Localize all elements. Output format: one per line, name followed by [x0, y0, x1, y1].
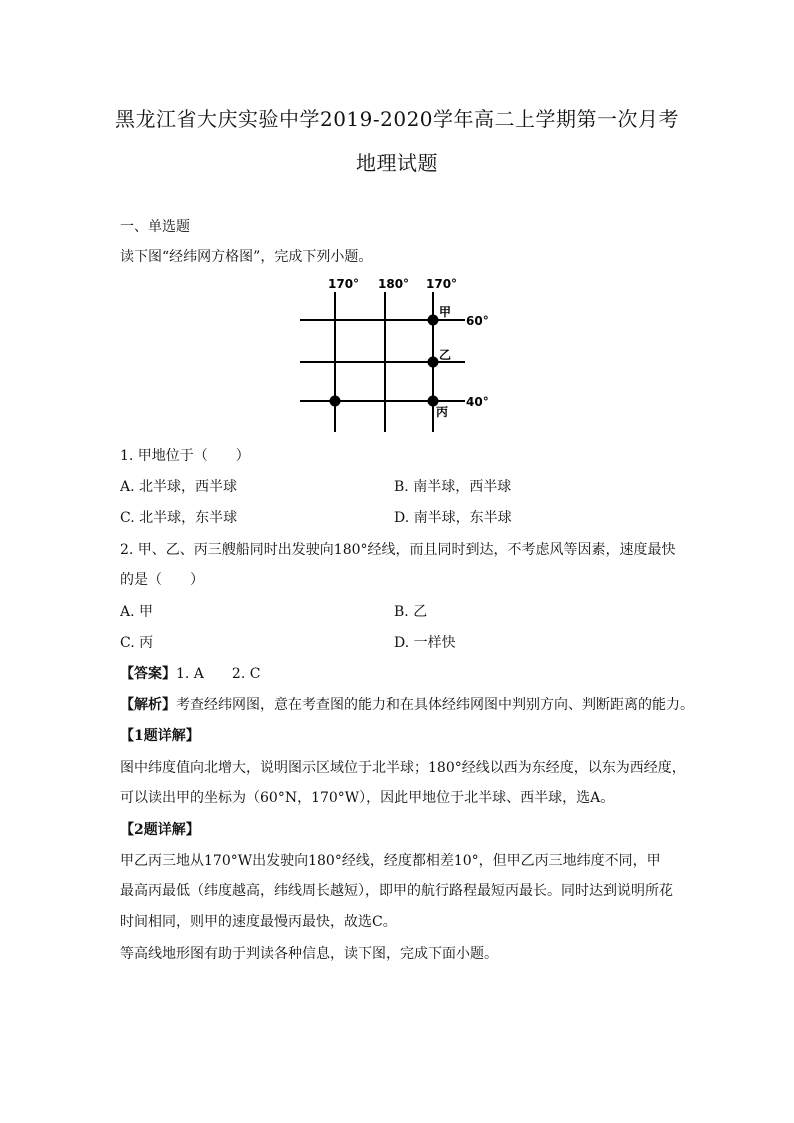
point-label: 甲 — [439, 305, 452, 319]
detail1-heading: 【1题详解】 — [120, 728, 200, 744]
paper-title: 黑龙江省大庆实验中学2019-2020学年高二上学期第一次月考 — [114, 107, 680, 131]
detail1-line: 可以读出甲的坐标为（60°N，170°W），因此甲地位于北半球、西半球，选A。 — [120, 790, 615, 806]
lon-label: 170° — [328, 277, 360, 291]
detail1-line: 图中纬度值向北增大，说明图示区域位于北半球；180°经线以西为东经度，以东为西经度， — [120, 760, 686, 776]
paper-subtitle: 地理试题 — [356, 151, 438, 175]
grid-point — [330, 396, 341, 407]
answer-line — [120, 664, 260, 684]
answer-text: 1. A 2. C — [176, 666, 261, 682]
q1-option-d: D. 南半球，东半球 — [394, 510, 512, 526]
lat-lon-grid-figure — [290, 270, 490, 435]
q1-option-b: B. 南半球，西半球 — [394, 479, 512, 495]
analysis-line — [120, 695, 694, 715]
next-question-intro: 等高线地形图有助于判读各种信息，读下图，完成下面小题。 — [120, 946, 498, 962]
lat-label: 60° — [466, 314, 489, 328]
q1-option-a: A. 北半球，西半球 — [120, 479, 238, 495]
point-label: 丙 — [436, 405, 449, 419]
point-yi — [428, 357, 439, 368]
q1-stem: 1. 甲地位于（ ） — [120, 448, 250, 464]
q2-option-b: B. 乙 — [394, 604, 428, 620]
lon-label: 170° — [426, 277, 458, 291]
detail2-line: 最高丙最低（纬度越高，纬线周长越短），即甲的航行路程最短丙最长。同时达到说明所花 — [120, 883, 673, 899]
q2-option-d: D. 一样快 — [394, 635, 456, 651]
point-label: 乙 — [439, 348, 452, 362]
analysis-tag: 【解析】 — [120, 697, 176, 713]
q2-option-c: C. 丙 — [120, 635, 154, 651]
detail2-heading: 【2题详解】 — [120, 822, 200, 838]
detail2-line: 甲乙丙三地从170°W出发驶向180°经线，经度都相差10°，但甲乙丙三地纬度不同，甲 — [120, 853, 661, 869]
answer-tag: 【答案】 — [120, 666, 176, 682]
lat-label: 40° — [466, 395, 489, 409]
q2-stem-line2: 的是（ ） — [120, 572, 204, 588]
q2-option-a: A. 甲 — [120, 604, 154, 620]
question-intro: 读下图“经纬网方格图”，完成下列小题。 — [120, 249, 373, 265]
q2-stem-line1: 2. 甲、乙、丙三艘船同时出发驶向180°经线，而且同时到达，不考虑风等因素，速度最快 — [120, 542, 676, 558]
analysis-text: 考查经纬网图，意在考查图的能力和在具体经纬网图中判别方向、判断距离的能力。 — [176, 697, 694, 713]
q1-option-c: C. 北半球，东半球 — [120, 510, 238, 526]
section-heading: 一、单选题 — [120, 219, 190, 235]
point-jia — [428, 315, 439, 326]
detail2-line: 时间相同，则甲的速度最慢丙最快，故选C。 — [120, 914, 397, 930]
lon-label: 180° — [378, 277, 410, 291]
